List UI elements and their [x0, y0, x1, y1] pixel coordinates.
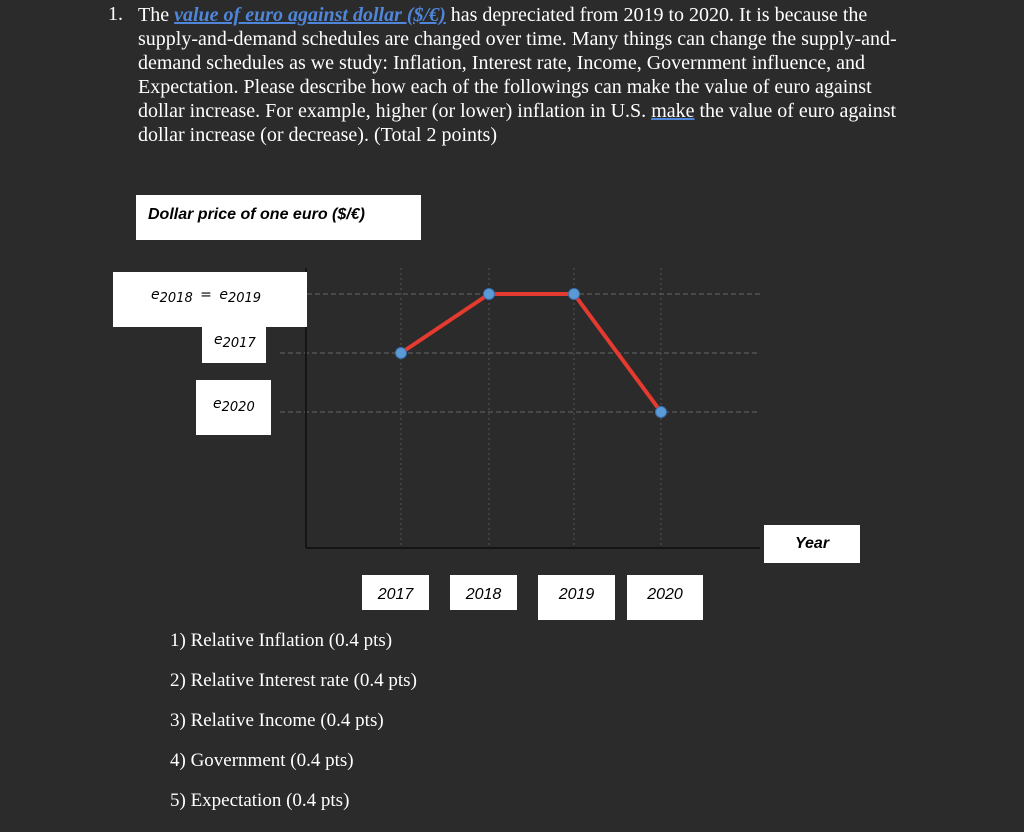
y-tick-sub-2: 2019: [227, 291, 262, 306]
y-tick-sub: 2020: [221, 400, 255, 415]
x-tick-label-2019: 2019: [538, 575, 615, 620]
y-tick-var-2: e: [219, 287, 228, 303]
x-tick-label-2017: 2017: [362, 575, 429, 610]
sub-item: 4) Government (0.4 pts): [170, 750, 354, 771]
question-tail: the value of euro against dollar increase (or decrease). (Total 2 points): [138, 100, 897, 146]
question-number: 1.: [108, 3, 123, 25]
question-body: has depreciated from 2019 to 2020. It is because the supply-and-demand schedules are changed over time. Many things can change the supply-and-demand schedules as we study: Inflation, Interest rate, Income, Government influence, and Expectation. Please describe how each of the followings can make the value of euro against dollar increase. For example, higher (or lower) inflation in U.S.: [138, 4, 897, 122]
question-underlined-word: make: [651, 100, 695, 122]
x-tick-label-2018: 2018: [450, 575, 517, 610]
y-tick-sub: 2017: [222, 336, 256, 351]
y-tick-box-e2018-e2019: [113, 272, 307, 327]
data-point-2017: [396, 348, 407, 359]
y-tick-box-e2017: [202, 325, 266, 363]
y-tick-box-e2020: [196, 380, 271, 435]
data-point-2020: [656, 407, 667, 418]
y-tick-label: [151, 287, 261, 306]
sub-item: 5) Expectation (0.4 pts): [170, 790, 350, 811]
sub-item: 1) Relative Inflation (0.4 pts): [170, 630, 393, 651]
y-tick-equals: =: [200, 287, 212, 303]
y-tick-sub: 2018: [159, 291, 193, 306]
question-lead: The: [138, 4, 170, 26]
x-tick-label-2020: 2020: [627, 575, 703, 620]
y-tick-label: [213, 396, 255, 415]
y-tick-var: e: [213, 396, 222, 412]
x-axis-label: Year: [764, 525, 860, 563]
y-tick-var: e: [151, 287, 160, 303]
y-tick-var: e: [214, 332, 223, 348]
y-tick-label: [214, 332, 256, 351]
sub-item: 3) Relative Income (0.4 pts): [170, 710, 384, 731]
y-axis-label: Dollar price of one euro ($/€): [136, 195, 421, 240]
sub-item: 2) Relative Interest rate (0.4 pts): [170, 670, 417, 691]
sub-item-list: [170, 628, 417, 828]
question-link[interactable]: value of euro against dollar ($/€): [174, 4, 446, 26]
data-point-2019: [569, 289, 580, 300]
data-point-2018: [484, 289, 495, 300]
